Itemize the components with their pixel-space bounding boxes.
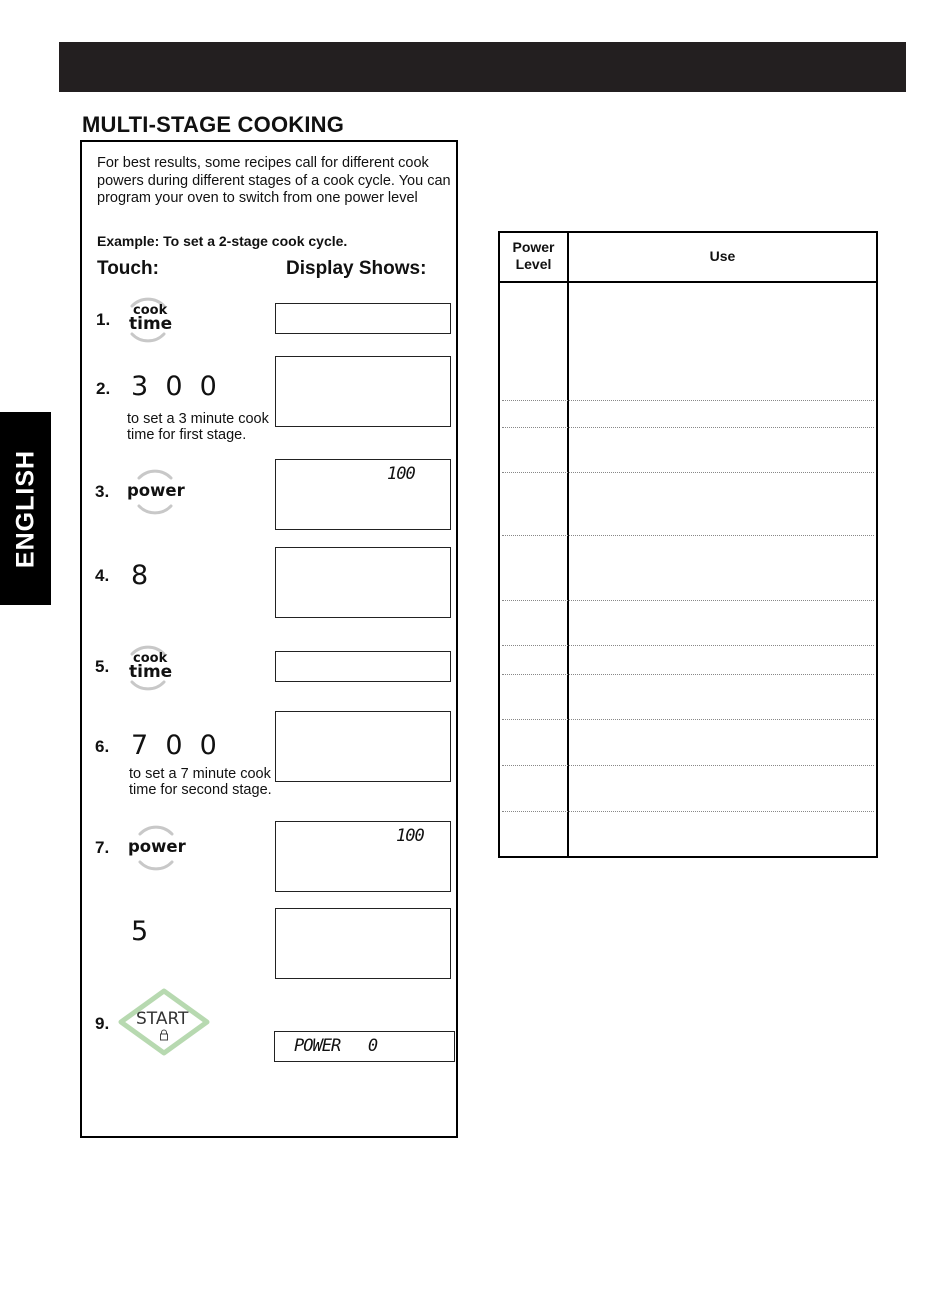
section-title: MULTI-STAGE COOKING bbox=[82, 112, 345, 137]
key-label-power: power bbox=[127, 481, 185, 500]
table-row bbox=[502, 645, 874, 646]
display-readout: POWER 0 bbox=[294, 1036, 378, 1056]
number-keys[interactable]: 3 0 0 bbox=[131, 371, 217, 402]
power-level-table bbox=[498, 231, 878, 858]
table-header-divider bbox=[500, 281, 876, 283]
step-number: 2. bbox=[96, 379, 111, 398]
header-bar bbox=[59, 42, 906, 92]
display-panel bbox=[274, 1031, 455, 1062]
table-row bbox=[502, 811, 874, 812]
display-heading: Display Shows: bbox=[286, 258, 427, 279]
display-panel bbox=[275, 459, 451, 530]
table-row bbox=[502, 400, 874, 401]
display-panel bbox=[275, 356, 451, 427]
power-key[interactable] bbox=[127, 464, 187, 520]
header-power-level: Power Level bbox=[512, 239, 555, 272]
step-number: 4. bbox=[95, 566, 110, 585]
lock-icon bbox=[159, 1029, 169, 1041]
table-row bbox=[502, 472, 874, 473]
key-label-cook: cook bbox=[133, 651, 168, 666]
display-panel bbox=[275, 711, 451, 782]
start-label: START bbox=[136, 1009, 189, 1029]
key-label-power: power bbox=[128, 837, 186, 856]
key-label-time: time bbox=[129, 662, 173, 682]
display-panel bbox=[275, 908, 451, 979]
key-label-time: time bbox=[129, 314, 173, 334]
language-tab bbox=[0, 412, 51, 605]
step-number: 5. bbox=[95, 657, 110, 676]
number-keys[interactable]: 7 0 0 bbox=[131, 730, 217, 761]
step-number: 1. bbox=[96, 310, 111, 329]
table-row bbox=[502, 719, 874, 720]
display-panel bbox=[275, 303, 451, 334]
step-number: 7. bbox=[95, 838, 110, 857]
example-text: Example: To set a 2-stage cook cycle. bbox=[97, 233, 348, 249]
table-row bbox=[502, 765, 874, 766]
language-label: ENGLISH bbox=[11, 449, 39, 568]
table-row bbox=[502, 427, 874, 428]
power-key[interactable] bbox=[128, 820, 188, 876]
cook-time-key[interactable] bbox=[120, 640, 176, 696]
key-label-cook: cook bbox=[133, 303, 168, 318]
table-row bbox=[502, 600, 874, 601]
number-keys[interactable]: 5 bbox=[131, 916, 149, 947]
number-keys[interactable]: 8 bbox=[131, 560, 149, 591]
intro-text: For best results, some recipes call for different cook powers during different stages of a cook cycle. You can program your oven to switch from one power level bbox=[97, 155, 451, 206]
display-panel bbox=[275, 547, 451, 618]
step-number: 9. bbox=[95, 1014, 110, 1033]
table-row bbox=[502, 674, 874, 675]
header-use: Use bbox=[709, 248, 736, 264]
touch-heading: Touch: bbox=[97, 258, 159, 279]
display-panel bbox=[275, 821, 451, 892]
cook-time-key[interactable] bbox=[120, 292, 176, 348]
table-row bbox=[502, 535, 874, 536]
display-panel bbox=[275, 651, 451, 682]
start-key[interactable] bbox=[117, 987, 211, 1057]
step-number: 6. bbox=[95, 737, 110, 756]
display-readout: 100 bbox=[396, 826, 424, 846]
table-column-divider bbox=[567, 233, 569, 856]
step-note: to set a 3 minute cook time for first stage. bbox=[127, 411, 269, 443]
display-readout: 100 bbox=[387, 464, 415, 484]
step-note: to set a 7 minute cook time for second stage. bbox=[129, 766, 272, 798]
step-number: 3. bbox=[95, 482, 110, 501]
